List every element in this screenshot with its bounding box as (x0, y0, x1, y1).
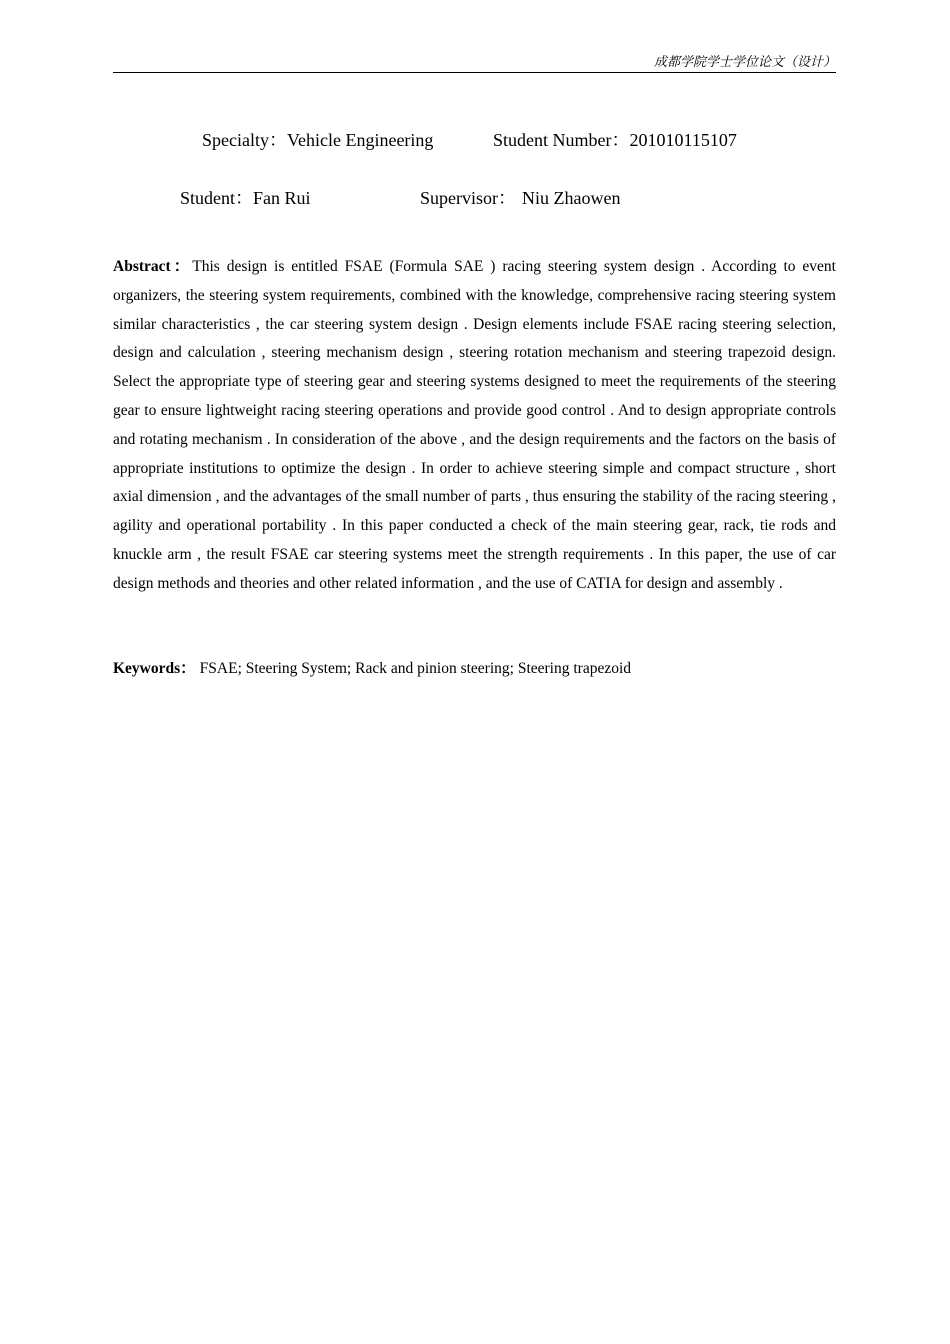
running-header-title: 成都学院学士学位论文（设计） (653, 55, 836, 70)
abstract-label: Abstract： (113, 258, 193, 275)
abstract-paragraph (113, 253, 836, 599)
running-header (113, 52, 836, 73)
keywords-line (113, 656, 836, 682)
specialty-line (202, 128, 433, 152)
abstract-text: This design is entitled FSAE (Formula SAE ) racing steering system design . According to event organizers, the steering system requirements, combined with the knowledge, comprehensive racing steering system similar characteristics , the car steering system design . Design elements include FSAE racing steering selection, design and calculation , steering mechanism design , steering rotation mechanism and steering trapezoid design. Select the appropriate type of steering gear and steering systems designed to meet the requirements of the steering gear to ensure lightweight racing steering operations and provide good control . And to design appropriate controls and rotating mechanism . In consideration of the above , and the design requirements and the factors on the basis of appropriate institutions to optimize the design . In order to achieve steering simple and compact structure , short axial dimension , and the advantages of the small number of parts , thus ensuring the stability of the racing steering , agility and operational portability . In this paper conducted a check of the main steering gear, rack, tie rods and knuckle arm , the result FSAE car steering systems meet the strength requirements . In this paper, the use of car design methods and theories and other related information , and the use of CATIA for design and assembly . (113, 258, 836, 592)
specialty-value: Vehicle Engineering (286, 130, 434, 150)
student-line (180, 186, 311, 210)
specialty-label: Specialty： (202, 130, 287, 150)
keywords-label: Keywords： (113, 660, 196, 677)
supervisor-value: Niu Zhaowen (522, 188, 621, 208)
student-number-value: 201010115107 (629, 130, 737, 150)
keywords-text: FSAE; Steering System; Rack and pinion steering; Steering trapezoid (199, 660, 632, 677)
student-number-label: Student Number： (493, 130, 630, 150)
student-number-line (493, 128, 737, 152)
supervisor-label: Supervisor： (420, 188, 516, 208)
student-label: Student： (180, 188, 254, 208)
student-value: Fan Rui (253, 188, 311, 208)
supervisor-line (420, 186, 620, 210)
